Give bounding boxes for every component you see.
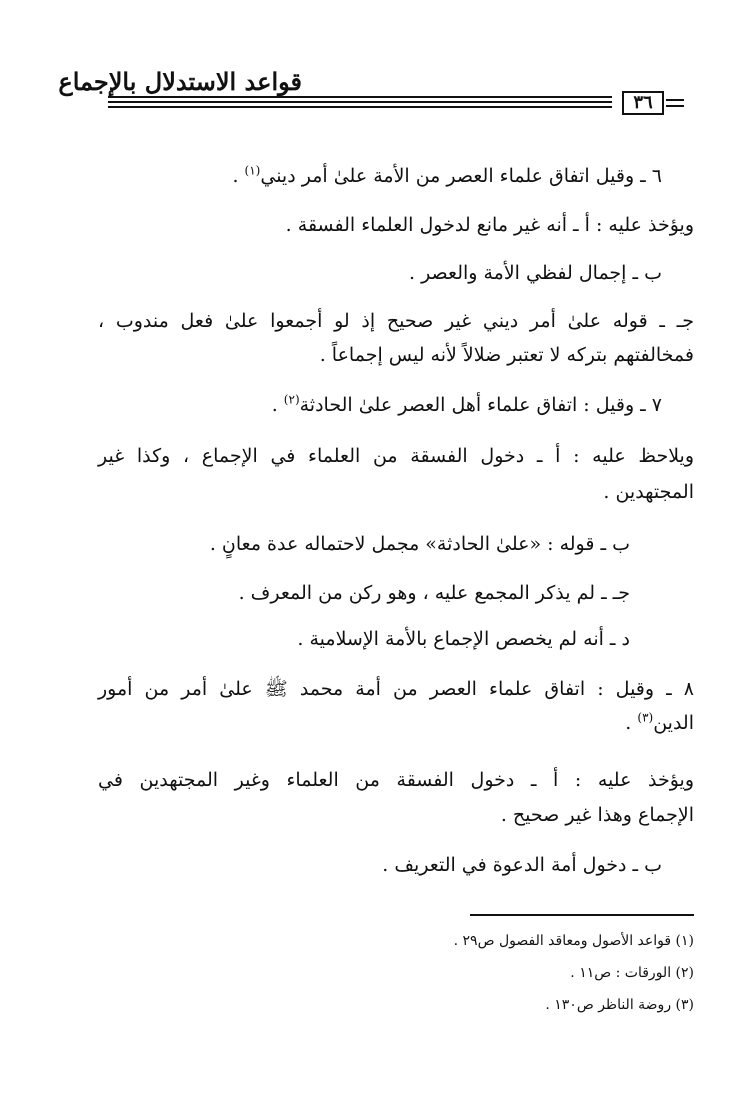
paragraph-definition-6 — [232, 163, 662, 187]
footnote-item: (١) قواعد الأصول ومعاقد الفصول ص٢٩ . — [453, 933, 694, 949]
paragraph-point-b: ب ـ دخول أمة الدعوة في التعريف . — [382, 854, 662, 876]
footnote-item: (٣) روضة الناظر ص١٣٠ . — [545, 997, 694, 1013]
paragraph-definition-7 — [271, 392, 662, 416]
paragraph-point-c-line2: فمخالفتهم بتركه لا تعتبر ضلالاً لأنه ليس إجماعاً . — [319, 344, 694, 366]
paragraph-point-c-line1: جـ ـ قوله علىٰ أمر ديني غير صحيح إذ لو أجمعوا علىٰ فعل مندوب ، — [98, 310, 694, 332]
header-rule — [108, 106, 612, 108]
paragraph-definition-8-line1: ٨ ـ وقيل : اتفاق علماء العصر من أمة محمد ﷺ علىٰ أمر من أمور — [98, 678, 694, 700]
page-number: ٣٦ — [622, 91, 664, 115]
paragraph-point-b: ب ـ قوله : «علىٰ الحادثة» مجمل لاحتماله عدة معانٍ . — [209, 533, 630, 555]
paragraph-end: . — [625, 712, 638, 734]
paragraph-remark-line2: المجتهدين . — [603, 481, 694, 503]
running-header-title: قواعد الاستدلال بالإجماع — [58, 67, 302, 96]
header-rule — [108, 96, 612, 98]
paragraph-end: . — [271, 394, 284, 416]
footnote-ref: (١) — [244, 163, 261, 178]
paragraph-text: الدين — [653, 712, 694, 734]
paragraph-objection-2-line2: الإجماع وهذا غير صحيح . — [500, 804, 694, 826]
paragraph-objection: ويؤخذ عليه : أ ـ أنه غير مانع لدخول العلماء الفسقة . — [285, 214, 694, 236]
paragraph-point-d: د ـ أنه لم يخصص الإجماع بالأمة الإسلامية . — [297, 628, 630, 650]
paragraph-remark-line1: ويلاحظ عليه : أ ـ دخول الفسقة من العلماء في الإجماع ، وكذا غير — [98, 445, 694, 467]
paragraph-text: ٦ ـ وقيل اتفاق علماء العصر من الأمة علىٰ أمر ديني — [260, 165, 662, 187]
paragraph-end: . — [232, 165, 245, 187]
footnote-ref: (٢) — [283, 392, 300, 407]
paragraph-objection-2-line1: ويؤخذ عليه : أ ـ دخول الفسقة من العلماء وغير المجتهدين في — [98, 769, 694, 791]
header-rule-tick — [666, 105, 684, 107]
header-rule-tick — [666, 99, 684, 101]
paragraph-text: ٧ ـ وقيل : اتفاق علماء أهل العصر علىٰ الحادثة — [299, 394, 662, 416]
footnote-ref: (٣) — [637, 710, 654, 725]
paragraph-point-b: ب ـ إجمال لفظي الأمة والعصر . — [408, 262, 662, 284]
paragraph-definition-8-line2 — [625, 710, 694, 734]
header-rule — [108, 101, 612, 103]
footnote-item: (٢) الورقات : ص١١ . — [570, 965, 694, 981]
paragraph-point-c: جـ ـ لم يذكر المجمع عليه ، وهو ركن من المعرف . — [238, 582, 630, 604]
footnote-separator — [470, 914, 694, 916]
